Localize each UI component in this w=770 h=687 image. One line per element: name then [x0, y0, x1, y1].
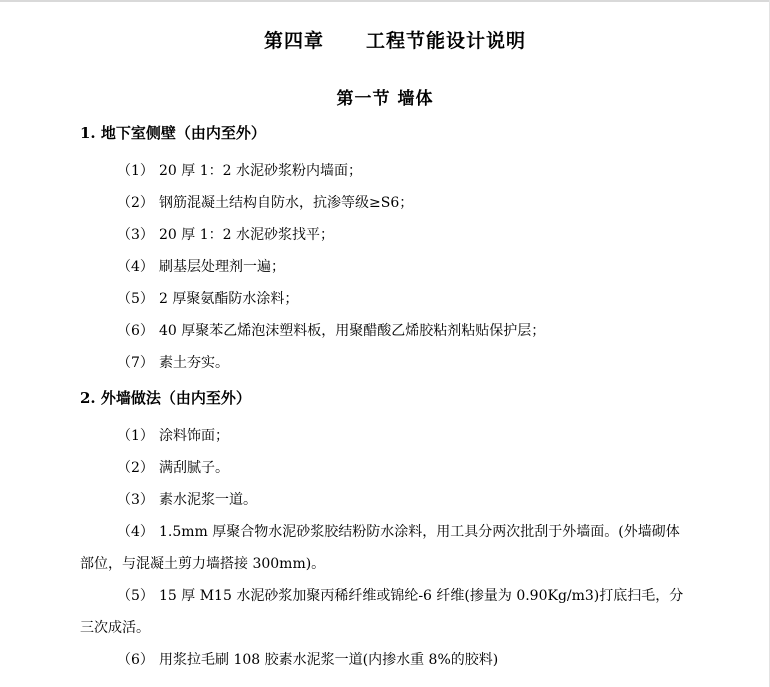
- item-text: 满刮腻子。: [159, 460, 229, 476]
- item-number: （1）: [117, 163, 154, 179]
- list-item: [80, 315, 690, 347]
- item-text: 素水泥浆一道。: [159, 492, 257, 508]
- list-item: [80, 484, 690, 516]
- item-number: （1）: [117, 428, 154, 444]
- item-number: （6）: [117, 652, 154, 668]
- item-number: （7）: [117, 355, 154, 371]
- item-text: 用浆拉毛刷 108 胶素水泥浆一道(内掺水重 8%的胶料): [159, 652, 499, 668]
- part2-list: [80, 420, 690, 676]
- document-page: [80, 24, 690, 676]
- list-item: [80, 452, 690, 484]
- list-item: [80, 283, 690, 315]
- list-item: [80, 155, 690, 187]
- section-title: 第一节 墙体: [336, 89, 434, 109]
- list-item: [80, 644, 690, 676]
- item-number: （6）: [117, 323, 154, 339]
- item-text: 20 厚 1：2 水泥砂浆找平；: [159, 227, 334, 243]
- chapter-title: [100, 24, 690, 58]
- list-item: [80, 516, 690, 580]
- item-text: 刷基层处理剂一遍；: [159, 259, 285, 275]
- list-item: [80, 347, 690, 379]
- part1-list: [80, 155, 690, 379]
- item-number: （3）: [117, 492, 154, 508]
- item-text: 素土夯实。: [159, 355, 229, 371]
- item-number: （4）: [117, 524, 154, 540]
- list-item: [80, 580, 690, 644]
- list-item: [80, 187, 690, 219]
- item-number: （5）: [117, 291, 154, 307]
- item-number: （4）: [117, 259, 154, 275]
- item-text: 20 厚 1：2 水泥砂浆粉内墙面；: [159, 163, 362, 179]
- chapter-number: 第四章: [263, 30, 324, 52]
- item-text: 40 厚聚苯乙烯泡沫塑料板，用聚醋酸乙烯胶粘剂粘贴保护层；: [159, 323, 546, 339]
- chapter-name: 工程节能设计说明: [366, 30, 527, 52]
- list-item: [80, 251, 690, 283]
- part1-heading: 1. 地下室侧壁（由内至外）: [80, 124, 266, 142]
- item-number: （5）: [117, 588, 154, 604]
- item-text: 2 厚聚氨酯防水涂料；: [159, 291, 299, 307]
- item-text: 1.5mm 厚聚合物水泥砂浆胶结粉防水涂料，用工具分两次批刮于外墙面。(外墙砌体部位，与混凝土剪力墙搭接 300mm)。: [80, 524, 680, 572]
- page-top-border: [0, 0, 770, 2]
- item-number: （2）: [117, 460, 154, 476]
- item-text: 涂料饰面；: [159, 428, 229, 444]
- item-number: （2）: [117, 195, 154, 211]
- part2-heading: 2. 外墙做法（由内至外）: [80, 389, 251, 407]
- item-text: 15 厚 M15 水泥砂浆加聚丙稀纤维或锦纶-6 纤维(掺量为 0.90Kg/m3)打底扫毛，分三次成活。: [80, 588, 684, 636]
- list-item: [80, 420, 690, 452]
- item-text: 钢筋混凝土结构自防水，抗渗等级≥S6；: [159, 195, 414, 211]
- item-number: （3）: [117, 227, 154, 243]
- list-item: [80, 219, 690, 251]
